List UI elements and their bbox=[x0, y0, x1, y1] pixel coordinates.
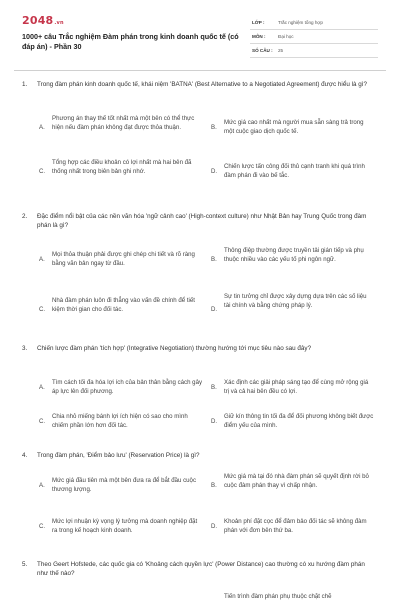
document-meta bbox=[250, 16, 378, 58]
option-text: Tổng hợp các điều khoản có lợi nhất mà hai bên đã thống nhất trong biên bản ghi nhớ. bbox=[52, 159, 192, 176]
meta-value: 25 bbox=[278, 48, 284, 53]
question-body: Đặc điểm nổi bật của các nền văn hóa 'ngữ cảnh cao' (High-context culture) như Nhật Bản hay Trung Quốc trong đàm phán là gì? bbox=[37, 213, 367, 230]
question-body: Chiến lược đàm phán 'tích hợp' (Integrative Negotiation) thường hướng tới mục tiêu nào sau đây? bbox=[37, 345, 312, 352]
option-letter: A. bbox=[39, 384, 45, 391]
option-text: Mức giá cao nhất mà người mua sẵn sàng trả trong một cuộc giao dịch quốc tế. bbox=[224, 119, 364, 136]
site-logo[interactable] bbox=[22, 14, 64, 27]
option-letter: C. bbox=[39, 168, 46, 175]
page-header bbox=[22, 14, 378, 66]
meta-key: MÔN : bbox=[252, 34, 266, 39]
question-body: Trong đàm phán kinh doanh quốc tế, khái niệm 'BATNA' (Best Alternative to a Negotiated Agreement) được hiểu là gì? bbox=[37, 81, 367, 88]
meta-value: Đại học bbox=[278, 34, 294, 39]
logo-tld: .vn bbox=[54, 20, 64, 26]
option-letter: D. bbox=[211, 418, 218, 425]
option-text: Chiến lược tấn công đối thủ cạnh tranh khi quá trình đàm phán đi vào bế tắc. bbox=[224, 163, 365, 180]
meta-value: Trắc nghiệm tổng hợp bbox=[278, 20, 323, 25]
option-text: Giữ kín thông tin tối đa để đối phương không biết được điểm yếu của mình. bbox=[224, 413, 374, 430]
option-text: Mọi thỏa thuận phải được ghi chép chi tiết và rõ ràng bằng văn bản ngay từ đầu. bbox=[52, 251, 195, 268]
option-letter: C. bbox=[39, 523, 46, 530]
option-text: Chia nhỏ miếng bánh lợi ích hiện có sao cho mình chiếm phần lớn hơn đối tác. bbox=[52, 413, 188, 430]
option-text: Tìm cách tối đa hóa lợi ích của bản thân bằng cách gây áp lực lên đối phương. bbox=[52, 379, 202, 396]
option-text: Xác định các giải pháp sáng tạo để cùng mở rộng giá trị và cả hai bên đều có lợi. bbox=[224, 379, 369, 396]
option-text: Sự tin tưởng chỉ được xây dựng dựa trên các số liệu tài chính và bằng chứng pháp lý. bbox=[224, 293, 367, 310]
option-letter: D. bbox=[211, 523, 218, 530]
meta-row-count bbox=[250, 44, 378, 58]
option-letter: B. bbox=[211, 384, 217, 391]
question-number: 2. bbox=[22, 213, 28, 220]
option-letter: A. bbox=[39, 256, 45, 263]
option-letter: A. bbox=[39, 124, 45, 131]
option-text: Khoản phí đặt cọc để đảm bảo đối tác sẽ không đàm phán với đơn bên thứ ba. bbox=[224, 518, 367, 535]
option-text: Mức giá đầu tiên mà một bên đưa ra để bắt đầu cuộc thương lượng. bbox=[52, 477, 196, 494]
option-text: Tiến trình đàm phán phụ thuộc chặt chẽ bbox=[224, 593, 332, 600]
meta-key: SỐ CÂU : bbox=[252, 48, 273, 53]
option-letter: C. bbox=[39, 306, 46, 313]
option-letter: B. bbox=[211, 482, 217, 489]
option-letter: B. bbox=[211, 124, 217, 131]
question-body: Theo Geert Hofstede, các quốc gia có 'Khoảng cách quyền lực' (Power Distance) cao thường có xu hướng đàm phán như thế nào? bbox=[37, 561, 365, 578]
meta-row-subject bbox=[250, 30, 378, 44]
option-letter: B. bbox=[211, 256, 217, 263]
question-number: 3. bbox=[22, 345, 28, 352]
option-letter: D. bbox=[211, 168, 218, 175]
meta-row-class bbox=[250, 16, 378, 30]
option-text: Phương án thay thế tốt nhất mà một bên có thể thực hiện nếu đàm phán không đạt được thỏa thuận. bbox=[52, 115, 195, 132]
option-text: Nhà đàm phán luôn đi thẳng vào vấn đề chính để tiết kiệm thời gian cho đối tác. bbox=[52, 297, 195, 314]
option-letter: D. bbox=[211, 306, 218, 313]
logo-text: 2048 bbox=[22, 14, 54, 27]
question-number: 4. bbox=[22, 452, 28, 459]
question-body: Trong đàm phán, 'Điểm bảo lưu' (Reservation Price) là gì? bbox=[37, 452, 200, 459]
option-text: Mức lợi nhuận kỳ vọng lý tưởng mà doanh nghiệp đặt ra trong kế hoạch kinh doanh. bbox=[52, 518, 198, 535]
option-text: Thông điệp thường được truyền tải gián tiếp và phụ thuộc nhiều vào các yếu tố phi ngôn ngữ. bbox=[224, 247, 364, 264]
option-letter: C. bbox=[39, 418, 46, 425]
question-number: 5. bbox=[22, 561, 28, 568]
meta-key: LỚP : bbox=[252, 20, 265, 25]
document-title: 1000+ câu Trắc nghiệm Đàm phán trong kinh doanh quốc tế (có đáp án) - Phần 30 bbox=[22, 32, 239, 51]
option-letter: A. bbox=[39, 482, 45, 489]
option-text: Mức giá mà tại đó nhà đàm phán sẽ quyết định rời bỏ cuộc đàm phán thay vì chấp nhận. bbox=[224, 473, 369, 490]
question-number: 1. bbox=[22, 81, 28, 88]
header-divider bbox=[14, 70, 386, 71]
